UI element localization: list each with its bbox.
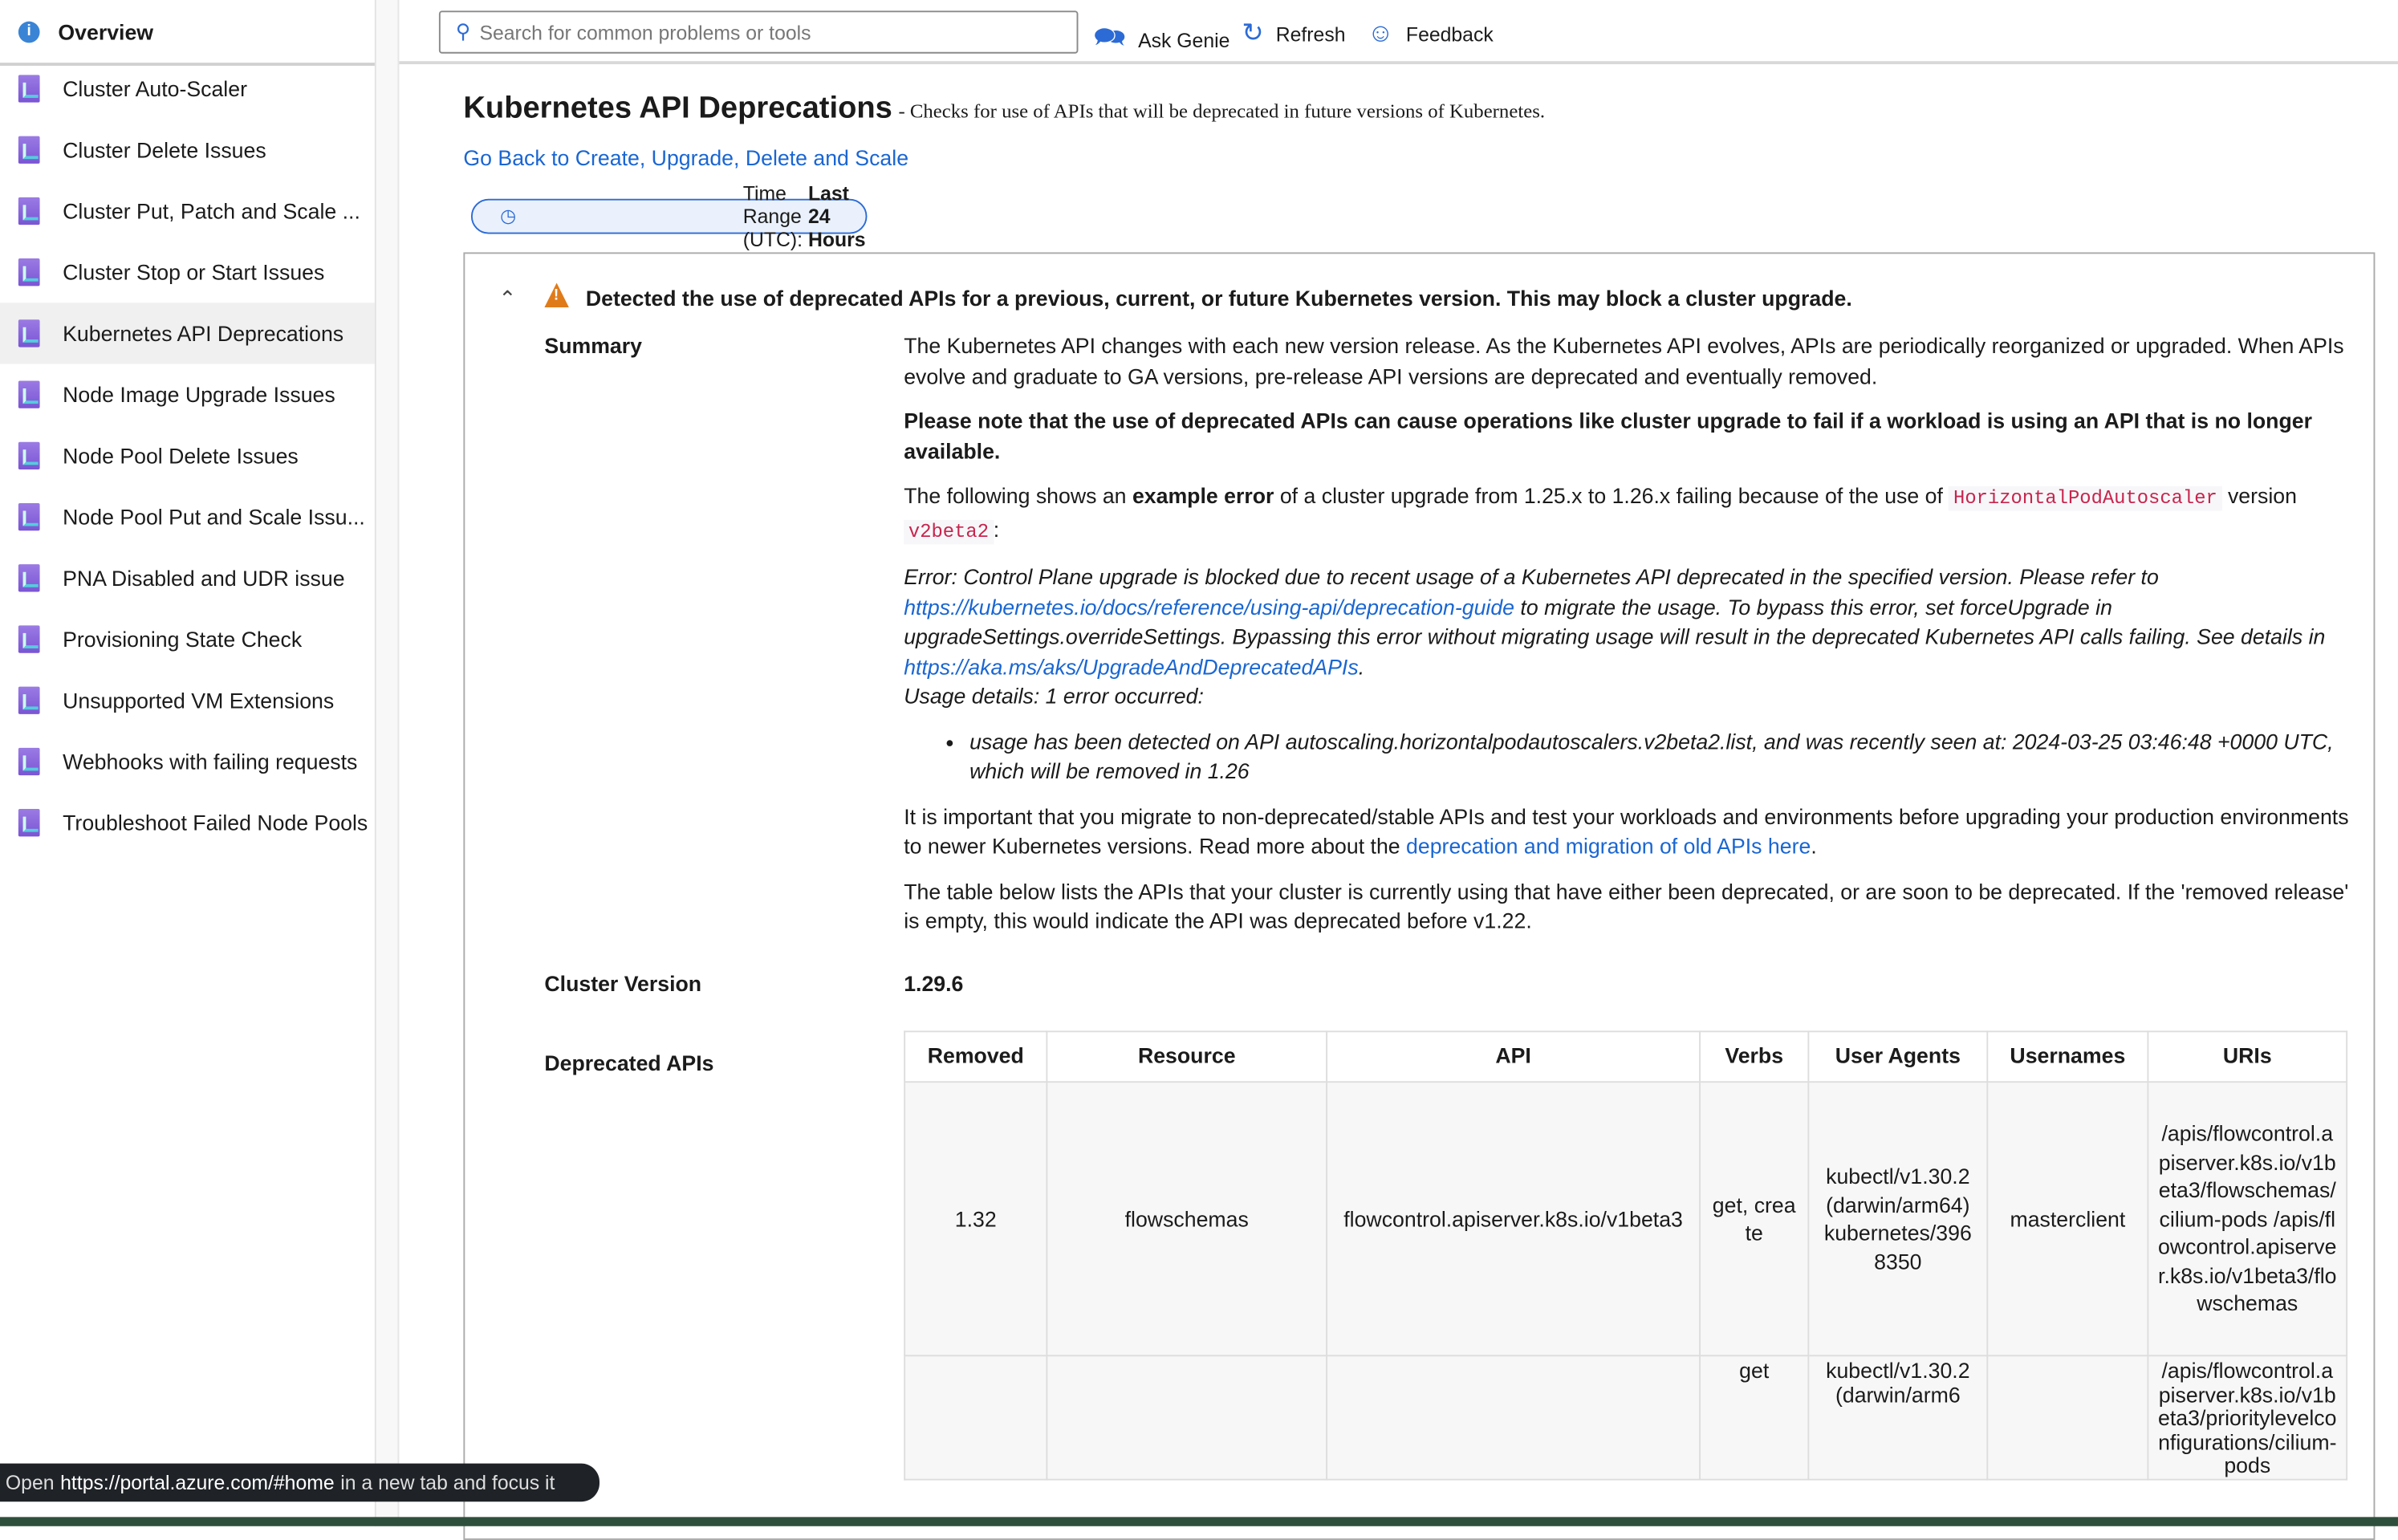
summary-paragraph: The Kubernetes API changes with each new version release. As the Kubernetes API evolves, APIs are periodically reorganized or upgraded. When APIs evolve and graduate to GA versions, pre-release API versions are deprecated and eventually removed.: [904, 333, 2344, 388]
sidebar-item[interactable]: [0, 425, 375, 486]
divider: [376, 0, 400, 1526]
sidebar-item[interactable]: [0, 608, 375, 669]
search-icon: ⚲: [455, 19, 471, 43]
button-label: Feedback: [1405, 22, 1494, 46]
sidebar-item-label: Provisioning State Check: [63, 627, 303, 652]
text: of a cluster upgrade from 1.25.x to 1.26.x failing because of the use of: [1274, 483, 1949, 508]
text: The following shows an: [904, 483, 1132, 508]
sidebar-item[interactable]: [0, 242, 375, 303]
diagnostic-icon: [18, 809, 40, 836]
sidebar-item-label: Kubernetes API Deprecations: [63, 321, 344, 346]
link-tooltip: [0, 1464, 600, 1502]
sidebar-item[interactable]: [0, 181, 375, 242]
sidebar-item[interactable]: [0, 120, 375, 181]
code: HorizontalPodAutoscaler: [1949, 486, 2221, 510]
table-cell: /apis/flowcontrol.apiserver.k8s.io/v1beta3/prioritylevelconfigurations/cilium-pods: [2148, 1355, 2347, 1478]
sidebar-item[interactable]: [0, 731, 375, 792]
refresh-icon: ↻: [1242, 18, 1264, 48]
sidebar-item[interactable]: [0, 364, 375, 425]
smiley-icon: ☺: [1367, 18, 1394, 48]
table-cell: [904, 1355, 1047, 1478]
text: .: [1358, 653, 1365, 679]
summary-label: Summary: [544, 333, 642, 358]
diagnostic-icon: [18, 136, 40, 164]
sidebar: [0, 0, 376, 1526]
time-range-button[interactable]: [471, 181, 868, 251]
sidebar-item-label: Node Pool Put and Scale Issu...: [63, 504, 365, 530]
diagnostic-icon: [18, 380, 40, 408]
insight-heading: Detected the use of deprecated APIs for a previous, current, or future Kubernetes version. This may block a cluster upgrade.: [585, 286, 1852, 311]
cluster-version-value: 1.29.6: [904, 971, 964, 996]
deprecated-apis-label: Deprecated APIs: [544, 1050, 714, 1075]
text: example error: [1132, 483, 1274, 508]
diagnostic-icon: [18, 564, 40, 591]
usage-list: [904, 727, 2349, 786]
sidebar-item[interactable]: [0, 792, 375, 853]
sidebar-item[interactable]: [0, 547, 375, 608]
diagnostic-icon: [18, 503, 40, 530]
diagnostic-icon: [18, 748, 40, 775]
column-header: Resource: [1047, 1031, 1327, 1082]
sidebar-item[interactable]: [0, 303, 375, 364]
time-range-label: Time Range (UTC):: [742, 181, 803, 251]
search-placeholder: Search for common problems or tools: [479, 20, 811, 44]
sidebar-item-label: Cluster Put, Patch and Scale ...: [63, 198, 360, 224]
sidebar-item-label: Cluster Stop or Start Issues: [63, 259, 325, 285]
sidebar-item-label: Unsupported VM Extensions: [63, 688, 335, 713]
text: Open: [5, 1471, 55, 1494]
feedback-button[interactable]: [1368, 18, 1494, 49]
table-intro: The table below lists the APIs that your cluster is currently using that have either been deprecated, or are soon to be deprecated. If the 'removed release' is empty, this would indicate the API was deprecated before v1.22.: [904, 878, 2349, 933]
table-cell: [1327, 1355, 1700, 1478]
sidebar-item[interactable]: [0, 58, 375, 119]
diagnostic-icon: [18, 75, 40, 102]
error-example: [904, 563, 2349, 712]
page-header: [463, 91, 1545, 127]
clock-icon: ◷: [500, 204, 517, 226]
sidebar-item-label: Webhooks with failing requests: [63, 749, 358, 774]
diagnostic-icon: [18, 197, 40, 225]
table-cell: /apis/flowcontrol.apiserver.k8s.io/v1beta3/flowschemas/cilium-pods /apis/flowcontrol.apiserver.k8s.io/v1beta3/flowschemas: [2148, 1082, 2347, 1355]
ask-genie-button[interactable]: [1094, 18, 1230, 63]
text: Usage details: 1 error occurred:: [904, 683, 1204, 709]
summary-warning: Please note that the use of deprecated APIs can cause operations like cluster upgrade to fail if a workload is using an API that is no longer available.: [904, 408, 2312, 463]
text: version: [2221, 483, 2297, 508]
diagnostic-icon: [18, 687, 40, 714]
back-link[interactable]: Go Back to Create, Upgrade, Delete and Scale: [463, 145, 909, 170]
column-header: URIs: [2148, 1031, 2347, 1082]
sidebar-item-label: Node Pool Delete Issues: [63, 443, 299, 469]
table-cell: flowschemas: [1047, 1082, 1327, 1355]
info-icon: i: [18, 21, 40, 43]
diagnostic-icon: [18, 319, 40, 347]
cluster-version-label: Cluster Version: [544, 971, 702, 996]
chevron-up-icon[interactable]: ⌃: [498, 286, 517, 311]
sidebar-item-label: PNA Disabled and UDR issue: [63, 566, 345, 591]
text: .: [1811, 833, 1817, 859]
table-row: [904, 1355, 2347, 1478]
header-row: [904, 1031, 2347, 1082]
column-header: Removed: [904, 1031, 1047, 1082]
page-title: Kubernetes API Deprecations: [463, 91, 892, 126]
column-header: Verbs: [1700, 1031, 1808, 1082]
aks-upgrade-link[interactable]: https://aka.ms/aks/UpgradeAndDeprecatedAPIs: [904, 653, 1359, 679]
table-row: [904, 1082, 2347, 1355]
tooltip-url: https://portal.azure.com/#home: [60, 1471, 335, 1494]
table-cell: 1.32: [904, 1082, 1047, 1355]
sidebar-item-label: Troubleshoot Failed Node Pools: [63, 810, 368, 835]
diagnostic-icon: [18, 625, 40, 652]
table-cell: flowcontrol.apiserver.k8s.io/v1beta3: [1327, 1082, 1700, 1355]
search-input[interactable]: [439, 10, 1079, 53]
table-cell: masterclient: [1987, 1082, 2148, 1355]
table-cell: [1987, 1355, 2148, 1478]
column-header: API: [1327, 1031, 1700, 1082]
warning-icon: !: [544, 283, 568, 307]
sidebar-item-overview[interactable]: [0, 0, 375, 66]
diagnostic-icon: [18, 442, 40, 469]
sidebar-item-label: Overview: [58, 18, 154, 44]
refresh-button[interactable]: [1242, 18, 1345, 49]
deprecation-migration-link[interactable]: deprecation and migration of old APIs here: [1406, 833, 1811, 859]
list-item: • usage has been detected on API autoscaling.horizontalpodautoscalers.v2beta2.list, and was recently seen at: 2024-03-25 03:46:48 +0000 UTC, which will be removed in 1.26: [969, 727, 2349, 786]
table-cell: get, create: [1700, 1082, 1808, 1355]
table-cell: [1047, 1355, 1327, 1478]
deprecated-apis-table: [904, 1030, 2347, 1479]
example-paragraph: [904, 482, 2349, 547]
text: Error: Control Plane upgrade is blocked due to recent usage of a Kubernetes API deprecated in the specified version. Please refer to: [904, 564, 2159, 589]
sidebar-item-label: Cluster Delete Issues: [63, 137, 266, 162]
page-description: - Checks for use of APIs that will be deprecated in future versions of Kubernetes.: [898, 99, 1546, 123]
sidebar-item-label: Cluster Auto-Scaler: [63, 76, 247, 101]
column-header: User Agents: [1808, 1031, 1987, 1082]
text: in a new tab and focus it: [340, 1471, 555, 1494]
table-cell: kubectl/v1.30.2 (darwin/arm6: [1808, 1355, 1987, 1478]
sidebar-item-label: Node Image Upgrade Issues: [63, 382, 335, 407]
bottom-bar: [0, 1517, 2398, 1526]
table-cell: kubectl/v1.30.2 (darwin/arm64) kubernetes/3968350: [1808, 1082, 1987, 1355]
summary-content: [904, 332, 2349, 937]
table-cell: get: [1700, 1355, 1808, 1478]
migration-paragraph: [904, 802, 2349, 861]
sidebar-item[interactable]: [0, 670, 375, 731]
code: v2beta2: [904, 519, 994, 543]
diagnostic-icon: [18, 258, 40, 286]
sidebar-item[interactable]: [0, 486, 375, 547]
text: :: [993, 516, 1000, 541]
genie-icon: 🗪: [1093, 22, 1126, 52]
text: to migrate the usage. To bypass this error, set forceUpgrade in upgradeSettings.overrideSettings. Bypassing this error without migrating usage will result in the deprecated Kubernetes API calls failing. See details in: [904, 594, 2326, 648]
time-range-value: Last 24 Hours: [807, 181, 866, 251]
button-label: Ask Genie: [1138, 29, 1230, 52]
button-label: Refresh: [1275, 22, 1346, 46]
column-header: Usernames: [1987, 1031, 2148, 1082]
text: It is important that you migrate to non-deprecated/stable APIs and test your workloads and environments before upgrading your production environments to newer Kubernetes versions. Read more about the: [904, 803, 2349, 859]
deprecation-guide-link[interactable]: https://kubernetes.io/docs/reference/using-api/deprecation-guide: [904, 594, 1515, 619]
